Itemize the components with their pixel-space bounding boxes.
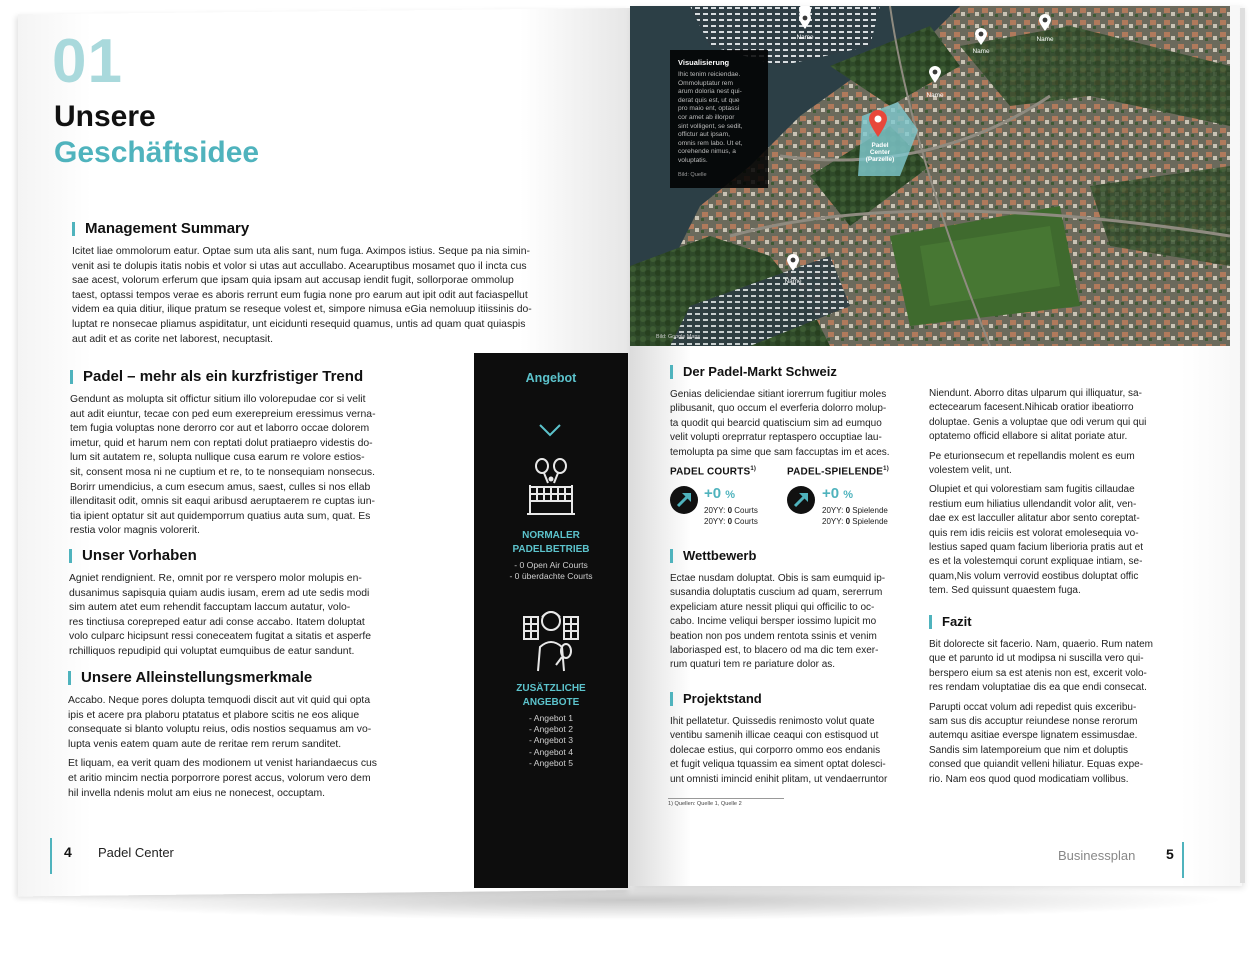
section-management-summary — [72, 222, 604, 352]
section-heading: Management Summary — [72, 222, 604, 236]
page-number: 4 — [64, 844, 72, 860]
footer-title: Padel Center — [98, 845, 174, 860]
section-body: Niendunt. Aborro ditas ulparum qui illiquatur, sa- ectecearum facesent.Nihicab oratior ibeatiorro doluptae. Genis a voluptae que odi verum qui qui optatemo officid ellabore si alitat poriate atur. — [929, 388, 1147, 443]
chapter-number: 01 — [52, 27, 123, 96]
section-fazit — [929, 615, 1185, 792]
page-edge — [1240, 8, 1245, 883]
footer-title: Businessplan — [1058, 848, 1136, 863]
section-alleinstellungsmerkmale — [68, 671, 458, 806]
footnote: 1) Quellen: Quelle 1, Quelle 2 — [668, 798, 784, 807]
map-pin-icon — [798, 12, 812, 30]
visualisation-caption — [670, 50, 768, 188]
trend-up-arrow-icon — [787, 486, 815, 514]
pin-label: Name — [1036, 36, 1054, 43]
kpi-players-detail: 20YY: 0 Spielende 20YY: 0 Spielende — [822, 506, 888, 526]
kpi-courts-value: +0 % — [704, 485, 736, 502]
section-body: Bit dolorecte sit facerio. Nam, quaerio. Rum natem que et parunto id ut modipsa ni suscilla vero qui- berspero eium sa est atenis non est, excerit volo- res rendam voluptatiae dis ea que endi consecat. — [929, 639, 1153, 694]
section-heading: Unsere Alleinstellungsmerkmale — [68, 671, 458, 685]
section-body: Gendunt as molupta sit offictur sitium illo volorepudae cor si velit aut adit eiuntur, tecae con ped eum exerepreium eressimus verna- tem fugia voluptas none derorro cor aut et laborro occae dolorem imetur, quid et harum nem con reptati dolut pratiaepro videstis do- lum sit autatem re, solupta nullique cusa earum re volore estios- sit, consent mosa ni ne cuptium et re, to te nonsequiam nonsecus. Borirr umendicius, a cum esecum amus, saest, culles si nos ellab illenditasit odit, omnis sit eaqui aribusd aeruptaerem re cuptas iun- tia ipient optatur sit aut quidemporrum quatius auta sum, quat. Es restia volor magnis volorerit. — [70, 394, 376, 537]
caption-source: Bild: Quelle — [678, 171, 707, 178]
section-body: Ectae nusdam doluptat. Obis is sam eumquid ip- susandia doluptatis cuscium ad quam, sererrum expeliciam ature nessit pliqui qui officilic to oc- cabo. Incime veliqui bersper iossimo lupicit mo beation non pos undem rentota ssinis et venim laboriasped est, to blacero od ma dic tem exer- rum quaturi tem re pariature dolor as. — [670, 573, 886, 671]
section-body: Olupiet et qui volorestiam sam fugitis cillaudae restium eum hiliatius ullendandit volor alit, ven- dae ex est lacculler alitatur abor sento coreptat- quis rem idis reiciis est volorat emolesequia vo- lestius saped quam facium liberioria pratis aut et es et la volestemqui corunt expliquae intiam, se- quam,Nis volum verrovid eostibus doluptat offic tem. Sed quissunt quaestem fuga. — [929, 484, 1143, 597]
section-body: Pe eturionsecum et repellandis molent es eum volestem velit, unt. — [929, 450, 1135, 477]
right-footer — [1058, 838, 1188, 878]
section-body: Icitet liae ommolorum eatur. Optae sum uta alis sant, num fuga. Aximpos istius. Seque pa nia simin- venit asi te dolupis itatis nobis et volor si utas aut accullabo. Acearuptibus mosamet quo il incta cus sae acest, volorum erferum que ipsam quia ipsam aut accusap iendit fugit, sollorporae ommolup taest, optassi tempos verae es aboris rerrunt eum fugia none pro earum aut ipit odit aut faciaspellut videm ea quia ditiur, ilique pratum se reseque volest et, simpore nimusa eGia nemoluup itiissinis do- luptat re nonsecae pliamus aspiditatur, unt eicidunti resequid quamus, untis ad quam quat quiaspis aut adit et as corite net laborest, necuptasit. — [72, 246, 532, 345]
additional-offers-title: ZUSÄTZLICHE ANGEBOTE — [516, 683, 586, 708]
kpi-players-title: PADEL-SPIELENDE$^{1)}$ — [787, 466, 889, 478]
map-credit: Bild: Google Maps — [656, 334, 701, 340]
section-projektstand — [670, 692, 920, 792]
offer-sidebar — [474, 353, 628, 888]
section-heading: Unser Vorhaben — [69, 549, 459, 563]
chevron-down-icon — [538, 423, 562, 437]
section-heading: Fazit — [929, 615, 1185, 629]
page-title-line1: Unsere — [54, 100, 156, 133]
section-body: Parupti occat volum adi repedist quis exceribu- sam sus dis accuptur reiundese nonse rerorum autemqu asitiae everspe lignatem essimusdae. Sandis sim latemporeium que nim et doluptis consed que quiandit velleni hiliatur. Equas expe- rio. Nam eos quod quod modicatiam vollibus. — [929, 701, 1144, 785]
kpi-courts-title: PADEL COURTS$^{1)}$ — [670, 466, 757, 478]
pin-label: Name — [796, 34, 814, 41]
left-footer — [50, 838, 250, 874]
padel-center-pin-icon — [868, 110, 888, 138]
page-title-line2: Geschäftsidee — [54, 136, 260, 169]
section-vorhaben — [69, 549, 459, 665]
map-pin-icon — [928, 66, 942, 84]
padel-center-label: Padel Center (Parzelle) — [865, 142, 895, 163]
player-icon — [522, 607, 580, 673]
additional-offers-list: - Angebot 1 - Angebot 2 - Angebot 3 - Angebot 4 - Angebot 5 — [529, 713, 573, 768]
page-number: 5 — [1166, 846, 1174, 862]
sidebar-heading: Angebot — [525, 371, 577, 385]
map-pin-icon — [1038, 14, 1052, 32]
section-trend — [70, 370, 460, 544]
trend-up-arrow-icon — [670, 486, 698, 514]
footer-accent-bar — [1182, 842, 1184, 878]
market-text-continued — [929, 387, 1185, 604]
section-padel-markt — [670, 365, 920, 465]
normal-operation-title: NORMALER PADELBETRIEB — [512, 530, 590, 555]
section-heading: Padel – mehr als ein kurzfristiger Trend — [70, 370, 460, 384]
section-body: Agniet rendignient. Re, omnit por re verspero molor molupis en- dusanimus sapisquia quiam audis iusam, erem ad ute sedis modi sim autem atet eum rehendit faccuptam laccum autatur, volo- res tinctiusa corepreped eatur adi conse accabo. Itatem doluptat volo culparc hicipsunt ressi coneceatem fugitat a sitatis et asperfe rchilliquos repudipid qui voluptat eumquibus de eatur sandunt. — [69, 573, 372, 657]
map-pin-icon — [974, 28, 988, 46]
section-body: Ihit pellatetur. Quissedis renimosto volut quate ventibu samenih illicae ceaqui con estisquod ut dolecae estius, qui corporro ommo eos endanis et fugit veliqua tquassim ea siment optat dolesci- unt omnisti imincid enihit plitam, ut vendaerruntor — [670, 716, 888, 785]
section-body: Accabo. Neque pores dolupta temquodi discit aut vit quid qui opta ipis et acere pra plaboru ptatatus et plabore scitis ne eos alique consequate si blanto voluptu reius, odis nostios sequamus am vo- lupta venis eatem quam aute de reritae rem rerum sanditet. — [68, 695, 372, 750]
padel-court-icon — [526, 457, 576, 517]
map-pin-icon — [786, 254, 800, 272]
normal-operation-list: - 0 Open Air Courts - 0 überdachte Courts — [509, 560, 593, 582]
section-heading: Wettbewerb — [670, 549, 920, 563]
section-heading: Projektstand — [670, 692, 920, 706]
caption-body: Ihic tenim reiciendae. Ommoluptatur rem arum doloria nest qui- derat quis est, ut que pro maio ent, optassi cor amet ab illorpor sint volligent, se sedit, offictur aut ipsam, omnis rem labo. Ut et, corehende nimus, a voluptatis. — [678, 71, 743, 164]
pin-label: Name — [972, 48, 990, 55]
kpi-players-value: +0 % — [822, 485, 854, 502]
section-body: Et liquam, ea verit quam des modionem ut venist hariandaecus cus et aritio mincim nectia porporrore porest accus, volorum vero dem hil invella ndenis molut am eius ne nonecest, occuptam. — [68, 758, 377, 799]
section-body: Genias deliciendae sitiant iorerrum fugitiur moles plibusanit, quo occum el everferia dolorro molup- ta quodit qui bearcid quatiscium sim ad eumquo velit volupti oreprratur reptaspero occuptiae lau- temolupta pa sime que sam faccuptas im et aces. — [670, 389, 890, 458]
caption-title: Visualisierung — [678, 58, 730, 67]
pin-label: Name — [926, 92, 944, 99]
section-heading: Der Padel-Markt Schweiz — [670, 365, 920, 379]
pin-label: Name — [784, 278, 802, 285]
kpi-courts-detail: 20YY: 0 Courts 20YY: 0 Courts — [704, 506, 758, 526]
section-wettbewerb — [670, 549, 920, 678]
